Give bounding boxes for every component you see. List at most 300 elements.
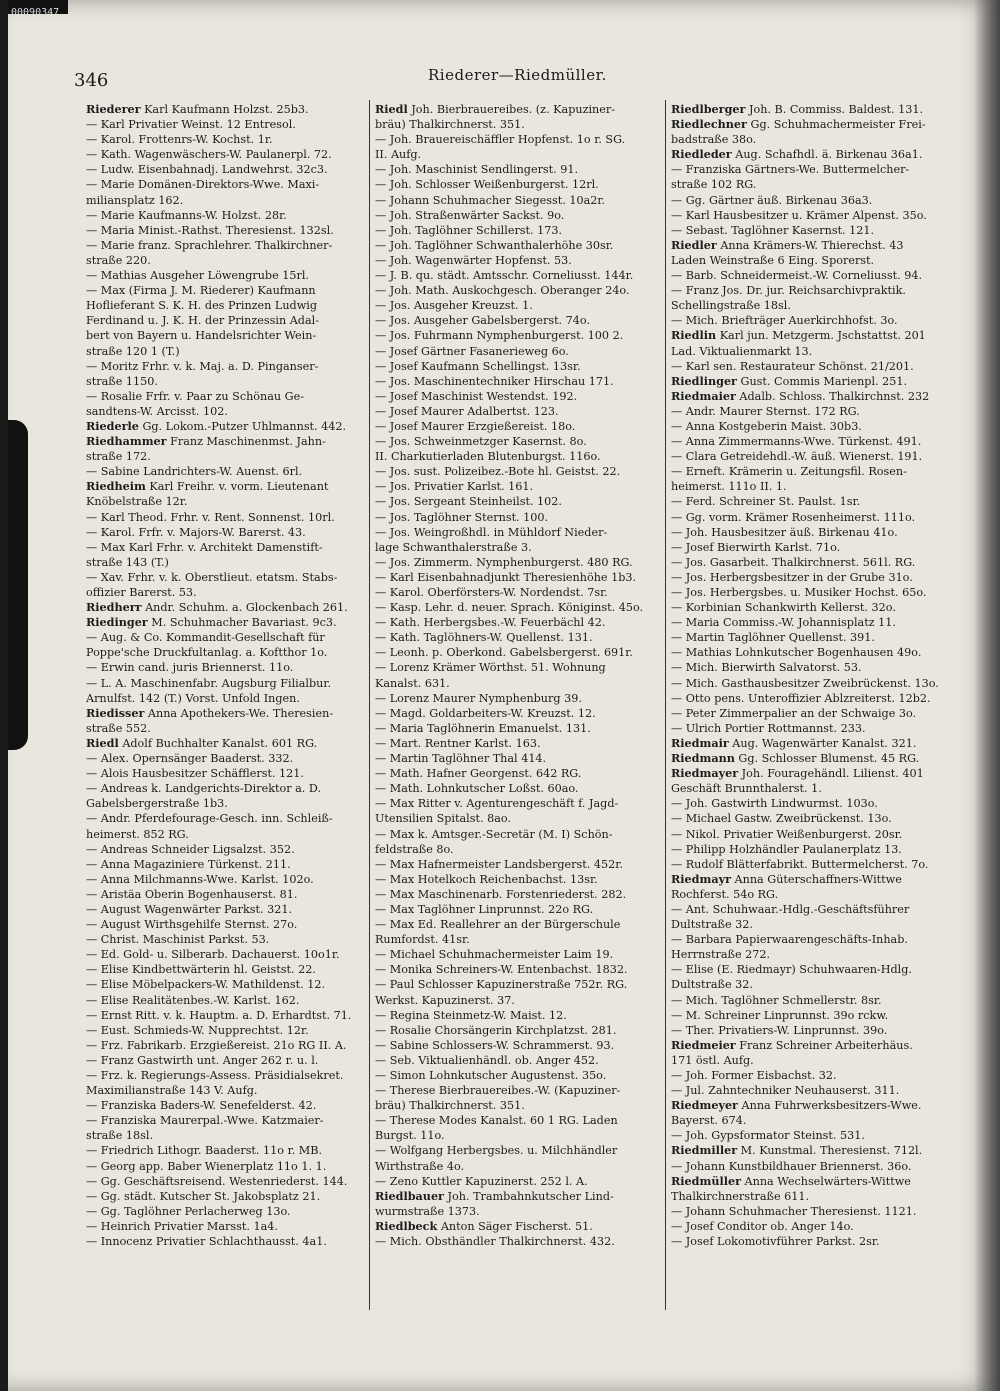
entry-text: Joh. B. Commiss. Baldest. 131. xyxy=(748,103,924,116)
entry-text: — L. A. Maschinenfabr. Augsburg Filialbur. xyxy=(86,676,332,690)
entry-text: heimerst. 111o II. 1. xyxy=(671,480,787,494)
entry-text: — Jos. Maschinentechniker Hirschau 171. xyxy=(375,374,614,388)
entry-text: Maximilianstraße 143 V. Aufg. xyxy=(86,1084,258,1098)
entry-text: — Joh. Former Eisbachst. 32. xyxy=(671,1069,837,1082)
column-2 xyxy=(375,102,663,1249)
directory-entry xyxy=(86,736,366,751)
directory-entry xyxy=(375,419,663,434)
entry-text: Gg. Schlosser Blumenst. 45 RG. xyxy=(738,752,920,766)
entry-text: sandtens-W. Arcisst. 102. xyxy=(86,404,228,418)
entry-text: Schellingstraße 18sl. xyxy=(671,299,791,313)
directory-entry xyxy=(86,494,366,509)
entry-text: — Andreas k. Landgerichts-Direktor a. D. xyxy=(86,782,322,796)
directory-entry xyxy=(671,555,967,570)
entry-text: — Marie franz. Sprachlehrer. Thalkirchner- xyxy=(86,238,333,252)
directory-entry xyxy=(86,253,366,268)
directory-entry xyxy=(671,615,967,630)
surname-heading: Riedhammer xyxy=(86,434,167,449)
entry-text: — Mart. Rentner Karlst. 163. xyxy=(375,736,541,750)
directory-entry xyxy=(86,1219,366,1234)
surname-heading: Riedlbauer xyxy=(375,1188,444,1203)
entry-text: — Rosalie Chorsängerin Kirchplatzst. 281. xyxy=(375,1023,617,1037)
directory-entry xyxy=(86,1038,366,1053)
entry-text: Anna Apothekers-We. Theresien- xyxy=(147,706,334,720)
directory-entry xyxy=(671,811,967,826)
directory-entry xyxy=(671,857,967,872)
directory-entry xyxy=(375,1098,663,1113)
entry-text: — Marie Kaufmanns-W. Holzst. 28r. xyxy=(86,208,287,222)
directory-entry xyxy=(375,1174,663,1189)
entry-text: — Karl sen. Restaurateur Schönst. 21/201. xyxy=(671,359,914,373)
entry-text: bert von Bayern u. Handelsrichter Wein- xyxy=(86,329,317,343)
entry-text: — Josef Maurer Adalbertst. 123. xyxy=(375,404,559,418)
entry-text: — Therese Bierbrauereibes.-W. (Kapuziner- xyxy=(375,1084,621,1098)
entry-text: — Jos. Fuhrmann Nymphenburgerst. 100 2. xyxy=(375,329,624,343)
directory-entry xyxy=(86,389,366,404)
entry-text: — Max Ed. Reallehrer an der Bürgerschule xyxy=(375,918,621,932)
entry-text: — Regina Steinmetz-W. Maist. 12. xyxy=(375,1008,567,1022)
entry-text: Ferdinand u. J. K. H. der Prinzessin Adal- xyxy=(86,314,319,328)
entry-text: — Anna Zimmermanns-Wwe. Türkenst. 491. xyxy=(671,435,922,449)
entry-text: — Mich. Obsthändler Thalkirchnerst. 432. xyxy=(375,1235,615,1249)
directory-entry xyxy=(375,902,663,917)
entry-text: straße 1150. xyxy=(86,374,158,388)
directory-entry xyxy=(671,827,967,842)
entry-text: — Clara Getreidehdl.-W. äuß. Wienerst. 191. xyxy=(671,450,923,464)
entry-text: — Mathias Ausgeher Löwengrube 15rl. xyxy=(86,269,309,283)
directory-entry xyxy=(375,600,663,615)
directory-entry xyxy=(86,857,366,872)
entry-text: — Martin Taglöhner Thal 414. xyxy=(375,752,547,766)
running-head: Riederer—Riedmüller. xyxy=(428,66,607,84)
directory-entry xyxy=(86,1234,366,1249)
entry-text: — Joh. Schlosser Weißenburgerst. 12rl. xyxy=(375,178,599,192)
column-1 xyxy=(86,102,366,1249)
entry-text: — Joh. Wagenwärter Hopfenst. 53. xyxy=(375,253,572,267)
directory-entry xyxy=(86,525,366,540)
entry-text: Gabelsbergerstraße 1b3. xyxy=(86,797,228,811)
surname-heading: Riedlin xyxy=(671,328,717,343)
directory-entry xyxy=(375,374,663,389)
entry-text: — Anna Milchmanns-Wwe. Karlst. 102o. xyxy=(86,872,314,886)
directory-entry xyxy=(375,555,663,570)
directory-entry xyxy=(671,1023,967,1038)
entry-text: lage Schwanthalerstraße 3. xyxy=(375,540,532,554)
directory-entry xyxy=(86,117,366,132)
entry-text: — Elise Möbelpackers-W. Mathildenst. 12. xyxy=(86,978,326,992)
directory-entry xyxy=(671,374,967,389)
surname-heading: Riedmayr xyxy=(671,871,731,886)
directory-entry xyxy=(86,449,366,464)
entry-text: Anton Säger Fischerst. 51. xyxy=(440,1219,593,1233)
directory-entry xyxy=(671,977,967,992)
entry-text: — Nikol. Privatier Weißenburgerst. 20sr. xyxy=(671,827,903,841)
directory-entry xyxy=(86,540,366,555)
directory-entry xyxy=(375,1023,663,1038)
directory-entry xyxy=(375,1159,663,1174)
directory-entry xyxy=(375,540,663,555)
entry-text: straße 552. xyxy=(86,721,151,735)
entry-text: — Mich. Gasthausbesitzer Zweibrückenst. 13o. xyxy=(671,676,939,690)
page-clip xyxy=(8,420,28,750)
directory-entry xyxy=(671,404,967,419)
directory-entry xyxy=(375,781,663,796)
directory-entry xyxy=(375,585,663,600)
entry-text: Laden Weinstraße 6 Eing. Sporerst. xyxy=(671,253,875,267)
entry-text: — Jos. Weingroßhdl. in Mühldorf Nieder- xyxy=(375,525,608,539)
directory-entry xyxy=(86,1008,366,1023)
directory-entry xyxy=(86,721,366,736)
entry-text: Arnulfst. 142 (T.) Vorst. Unfold Ingen. xyxy=(86,691,300,705)
directory-entry xyxy=(671,464,967,479)
entry-text: Utensilien Spitalst. 8ao. xyxy=(375,812,511,826)
entry-text: — Gg. Geschäftsreisend. Westenriederst. 144. xyxy=(86,1174,348,1188)
directory-entry xyxy=(375,932,663,947)
entry-text: — Ant. Schuhwaar.-Hdlg.-Geschäftsführer xyxy=(671,902,910,916)
entry-text: bräu) Thalkirchnerst. 351. xyxy=(375,118,525,132)
directory-entry xyxy=(671,932,967,947)
directory-entry xyxy=(671,238,967,253)
directory-entry xyxy=(375,298,663,313)
entry-text: — Josef Maurer Erzgießereist. 18o. xyxy=(375,419,576,433)
entry-text: — Ernst Ritt. v. k. Hauptm. a. D. Erhardtst. 71. xyxy=(86,1008,352,1022)
directory-entry xyxy=(671,751,967,766)
directory-entry xyxy=(375,796,663,811)
entry-text: — Magd. Goldarbeiters-W. Kreuzst. 12. xyxy=(375,706,596,720)
entry-text: — Seb. Viktualienhändl. ob. Anger 452. xyxy=(375,1053,599,1067)
directory-entry xyxy=(671,691,967,706)
directory-entry xyxy=(671,177,967,192)
directory-entry xyxy=(86,1068,366,1083)
directory-entry xyxy=(86,811,366,826)
entry-text: Herrnstraße 272. xyxy=(671,948,771,962)
entry-text: — Lorenz Krämer Wörthst. 51. Wohnung xyxy=(375,661,606,675)
directory-entry xyxy=(375,359,663,374)
entry-text: — Friedrich Lithogr. Baaderst. 11o r. MB. xyxy=(86,1144,323,1158)
entry-text: — Kath. Wagenwäschers-W. Paulanerpl. 72. xyxy=(86,148,332,162)
entry-text: — Jos. Zimmerm. Nymphenburgerst. 480 RG. xyxy=(375,555,633,569)
entry-text: — Alois Hausbesitzer Schäfflerst. 121. xyxy=(86,767,304,781)
entry-text: Aug. Wagenwärter Kanalst. 321. xyxy=(732,736,917,750)
entry-text: heimerst. 852 RG. xyxy=(86,827,189,841)
entry-text: — Frz. k. Regierungs-Assess. Präsidialsekret. xyxy=(86,1069,344,1082)
surname-heading: Riedmaier xyxy=(671,388,736,403)
directory-entry xyxy=(86,615,366,630)
entry-text: — Joh. Taglöhner Schillerst. 173. xyxy=(375,223,563,237)
surname-heading: Riedlbeck xyxy=(375,1218,438,1233)
directory-entry xyxy=(375,736,663,751)
directory-entry xyxy=(671,796,967,811)
directory-entry xyxy=(671,645,967,660)
directory-entry xyxy=(375,1008,663,1023)
directory-entry xyxy=(375,645,663,660)
directory-page xyxy=(8,0,1000,1391)
entry-text: — Kath. Herbergsbes.-W. Feuerbächl 42. xyxy=(375,616,606,630)
directory-entry xyxy=(86,766,366,781)
scan-id-label: 00090347 xyxy=(8,0,68,14)
entry-text: — Jos. Gasarbeit. Thalkirchnerst. 561l. RG. xyxy=(671,555,916,569)
surname-heading: Riedherr xyxy=(86,600,142,615)
entry-text: Kanalst. 631. xyxy=(375,676,450,690)
directory-entry xyxy=(671,1174,967,1189)
directory-entry xyxy=(671,525,967,540)
entry-text: — Christ. Maschinist Parkst. 53. xyxy=(86,933,270,947)
entry-text: — Rudolf Blätterfabrikt. Buttermelcherst. 7o. xyxy=(671,857,929,871)
directory-entry xyxy=(375,193,663,208)
directory-entry xyxy=(671,479,967,494)
entry-text: — Karl Theod. Frhr. v. Rent. Sonnenst. 10rl. xyxy=(86,510,335,524)
directory-entry xyxy=(375,1038,663,1053)
entry-text: — Johann Schuhmacher Theresienst. 1121. xyxy=(671,1204,917,1218)
directory-entry xyxy=(671,781,967,796)
directory-entry xyxy=(671,570,967,585)
entry-text: Bayerst. 674. xyxy=(671,1114,747,1128)
entry-text: Karl Freihr. v. vorm. Lieutenant xyxy=(149,480,329,494)
entry-text: offizier Barerst. 53. xyxy=(86,586,197,599)
entry-text: — Josef Conditor ob. Anger 14o. xyxy=(671,1219,854,1233)
directory-entry xyxy=(671,162,967,177)
directory-entry xyxy=(671,253,967,268)
directory-entry xyxy=(671,283,967,298)
entry-text: Joh. Fouragehändl. Lilienst. 401 xyxy=(741,767,924,781)
directory-entry xyxy=(86,706,366,721)
directory-entry xyxy=(671,1189,967,1204)
entry-text: — Erwin cand. juris Briennerst. 11o. xyxy=(86,661,294,675)
directory-entry xyxy=(375,510,663,525)
entry-text: Knöbelstraße 12r. xyxy=(86,495,188,509)
entry-text: Andr. Schuhm. a. Glockenbach 261. xyxy=(145,601,348,615)
entry-text: — Jos. Taglöhner Sternst. 100. xyxy=(375,510,549,524)
directory-entry xyxy=(375,238,663,253)
directory-entry xyxy=(375,887,663,902)
entry-text: — Karol. Frfr. v. Majors-W. Barerst. 43. xyxy=(86,525,306,539)
directory-entry xyxy=(671,1083,967,1098)
directory-entry xyxy=(375,313,663,328)
entry-text: II. Charkutierladen Blutenburgst. 116o. xyxy=(375,450,601,464)
directory-entry xyxy=(86,872,366,887)
directory-entry xyxy=(671,1068,967,1083)
directory-entry xyxy=(375,344,663,359)
directory-entry xyxy=(86,132,366,147)
directory-entry xyxy=(86,464,366,479)
page-number: 346 xyxy=(74,70,109,91)
directory-entry xyxy=(671,706,967,721)
entry-text: straße 143 (T.) xyxy=(86,555,169,569)
entry-text: — Jul. Zahntechniker Neuhauserst. 311. xyxy=(671,1084,900,1098)
directory-entry xyxy=(86,102,366,117)
entry-text: — Andr. Maurer Sternst. 172 RG. xyxy=(671,404,860,418)
directory-entry xyxy=(671,419,967,434)
directory-entry xyxy=(671,721,967,736)
directory-entry xyxy=(86,1023,366,1038)
entry-text: — Mich. Bierwirth Salvatorst. 53. xyxy=(671,661,862,675)
entry-text: bräu) Thalkirchnerst. 351. xyxy=(375,1099,525,1113)
entry-text: — Aristäa Oberin Bogenhauserst. 81. xyxy=(86,887,298,901)
directory-entry xyxy=(375,857,663,872)
entry-text: — Anna Kostgeberin Maist. 30b3. xyxy=(671,419,862,433)
entry-text: — J. B. qu. städt. Amtsschr. Corneliusst. 144r. xyxy=(375,269,634,283)
entry-text: — Therese Modes Kanalst. 60 1 RG. Laden xyxy=(375,1114,618,1128)
directory-entry xyxy=(671,600,967,615)
directory-entry xyxy=(375,1143,663,1158)
entry-text: — Monika Schreiners-W. Entenbachst. 1832. xyxy=(375,963,628,977)
directory-entry xyxy=(86,1159,366,1174)
directory-entry xyxy=(375,1068,663,1083)
entry-text: — Erneft. Krämerin u. Zeitungsfil. Rosen- xyxy=(671,465,907,479)
directory-entry xyxy=(671,268,967,283)
directory-entry xyxy=(671,102,967,117)
entry-text: straße 220. xyxy=(86,253,151,267)
directory-entry xyxy=(86,796,366,811)
column-3 xyxy=(671,102,967,1249)
entry-text: 171 östl. Aufg. xyxy=(671,1053,754,1067)
surname-heading: Riedmeyer xyxy=(671,1098,738,1113)
directory-entry xyxy=(671,842,967,857)
directory-entry xyxy=(671,298,967,313)
entry-text: Anna Wechselwärters-Wittwe xyxy=(744,1174,911,1188)
directory-entry xyxy=(375,177,663,192)
directory-entry xyxy=(671,193,967,208)
entry-text: M. Kunstmal. Theresienst. 712l. xyxy=(740,1144,923,1158)
directory-entry xyxy=(671,147,967,162)
directory-entry xyxy=(86,947,366,962)
directory-entry xyxy=(671,494,967,509)
directory-entry xyxy=(671,223,967,238)
entry-text: Rumfordst. 41sr. xyxy=(375,933,470,947)
directory-entry xyxy=(375,1053,663,1068)
entry-text: — Math. Hafner Georgenst. 642 RG. xyxy=(375,767,582,781)
entry-text: Rochferst. 54o RG. xyxy=(671,887,779,901)
directory-entry xyxy=(671,1098,967,1113)
directory-entry xyxy=(86,1098,366,1113)
entry-text: — Zeno Kuttler Kapuzinerst. 252 l. A. xyxy=(375,1174,588,1188)
directory-entry xyxy=(375,1219,663,1234)
entry-text: — Heinrich Privatier Marsst. 1a4. xyxy=(86,1219,278,1233)
entry-text: II. Aufg. xyxy=(375,148,422,162)
directory-entry xyxy=(375,147,663,162)
entry-text: — Josef Gärtner Fasanerieweg 6o. xyxy=(375,344,569,358)
entry-text: — Eust. Schmieds-W. Nupprechtst. 12r. xyxy=(86,1023,309,1037)
surname-heading: Riedheim xyxy=(86,479,146,494)
directory-entry xyxy=(86,917,366,932)
directory-entry xyxy=(375,223,663,238)
entry-text: — M. Schreiner Linprunnst. 39o rckw. xyxy=(671,1008,889,1022)
directory-entry xyxy=(86,827,366,842)
directory-entry xyxy=(671,1159,967,1174)
surname-heading: Riedmüller xyxy=(671,1173,741,1188)
entry-text: — Jos. Sergeant Steinheilst. 102. xyxy=(375,495,562,509)
entry-text: — Max Maschinenarb. Forstenriederst. 282. xyxy=(375,887,627,901)
directory-entry xyxy=(375,1083,663,1098)
entry-text: — Joh. Taglöhner Schwanthalerhöhe 30sr. xyxy=(375,238,614,252)
entry-text: — Karl Privatier Weinst. 12 Entresol. xyxy=(86,118,296,132)
entry-text: Karl Kaufmann Holzst. 25b3. xyxy=(144,103,309,116)
directory-entry xyxy=(375,691,663,706)
directory-entry xyxy=(671,993,967,1008)
directory-entry xyxy=(375,706,663,721)
entry-text: Joh. Bierbrauereibes. (z. Kapuziner- xyxy=(411,103,615,116)
directory-entry xyxy=(375,1189,663,1204)
directory-entry xyxy=(375,494,663,509)
entry-text: — Lorenz Maurer Nymphenburg 39. xyxy=(375,691,582,705)
directory-entry xyxy=(671,962,967,977)
entry-text: — Maria Taglöhnerin Emanuelst. 131. xyxy=(375,721,591,735)
entry-text: — Sebast. Taglöhner Kasernst. 121. xyxy=(671,223,875,237)
entry-text: — Jos. Herbergsbes. u. Musiker Hochst. 65o. xyxy=(671,586,927,599)
entry-text: — Joh. Maschinist Sendlingerst. 91. xyxy=(375,163,579,177)
directory-entry xyxy=(671,449,967,464)
entry-text: — Martin Taglöhner Quellenst. 391. xyxy=(671,631,875,645)
entry-text: — Joh. Gypsformator Steinst. 531. xyxy=(671,1129,865,1143)
directory-entry xyxy=(671,917,967,932)
entry-text: — Mathias Lohnkutscher Bogenhausen 49o. xyxy=(671,646,922,660)
directory-entry xyxy=(86,162,366,177)
entry-text: M. Schuhmacher Bavariast. 9c3. xyxy=(151,616,337,630)
directory-entry xyxy=(86,676,366,691)
directory-entry xyxy=(375,389,663,404)
entry-text: — Max Karl Frhr. v. Architekt Damenstift- xyxy=(86,540,323,554)
entry-text: Anna Fuhrwerksbesitzers-Wwe. xyxy=(741,1099,922,1113)
directory-entry xyxy=(671,1204,967,1219)
entry-text: Gg. Lokom.-Putzer Uhlmannst. 442. xyxy=(142,419,347,433)
surname-heading: Riedmann xyxy=(671,751,735,766)
directory-entry xyxy=(86,1128,366,1143)
directory-entry xyxy=(671,1053,967,1068)
entry-text: — Max Ritter v. Agenturengeschäft f. Jagd- xyxy=(375,797,619,811)
entry-text: — Alex. Opernsänger Baaderst. 332. xyxy=(86,752,294,766)
directory-entry xyxy=(671,1038,967,1053)
directory-entry xyxy=(86,781,366,796)
entry-text: — Sabine Landrichters-W. Auenst. 6rl. xyxy=(86,465,303,479)
directory-entry xyxy=(86,691,366,706)
directory-entry xyxy=(375,328,663,343)
directory-entry xyxy=(86,962,366,977)
directory-entry xyxy=(671,630,967,645)
directory-entry xyxy=(671,208,967,223)
entry-text: — Johann Kunstbildhauer Briennerst. 36o. xyxy=(671,1159,912,1173)
directory-entry xyxy=(375,479,663,494)
directory-entry xyxy=(86,902,366,917)
entry-text: — Georg app. Baber Wienerplatz 11o 1. 1. xyxy=(86,1159,327,1173)
directory-entry xyxy=(86,645,366,660)
entry-text: — Philipp Holzhändler Paulanerplatz 13. xyxy=(671,842,902,856)
directory-entry xyxy=(86,1083,366,1098)
directory-entry xyxy=(375,630,663,645)
directory-entry xyxy=(86,1053,366,1068)
surname-heading: Riedler xyxy=(671,237,717,252)
directory-entry xyxy=(375,947,663,962)
entry-text: Karl jun. Metzgerm. Jschstattst. 201 xyxy=(719,329,926,343)
directory-entry xyxy=(375,751,663,766)
directory-entry xyxy=(86,479,366,494)
entry-text: — August Wirthsgehilfe Sternst. 27o. xyxy=(86,918,298,932)
directory-entry xyxy=(375,993,663,1008)
entry-text: Franz Schreiner Arbeiterhäus. xyxy=(739,1038,913,1052)
directory-entry xyxy=(375,117,663,132)
directory-entry xyxy=(375,1113,663,1128)
directory-entry xyxy=(375,253,663,268)
surname-heading: Riedmiller xyxy=(671,1143,738,1158)
entry-text: — Xav. Frhr. v. k. Oberstlieut. etatsm. Stabs- xyxy=(86,570,338,584)
entry-text: — Franziska Baders-W. Senefelderst. 42. xyxy=(86,1099,317,1113)
directory-entry xyxy=(375,977,663,992)
directory-entry xyxy=(671,117,967,132)
entry-text: — Gg. vorm. Krämer Rosenheimerst. 111o. xyxy=(671,510,916,524)
entry-text: — Innocenz Privatier Schlachthausst. 4a1. xyxy=(86,1235,327,1249)
entry-text: — Joh. Brauereischäffler Hopfenst. 1o r. SG. xyxy=(375,133,626,147)
entry-text: — Wolfgang Herbergsbes. u. Milchhändler xyxy=(375,1144,618,1158)
directory-entry xyxy=(671,510,967,525)
